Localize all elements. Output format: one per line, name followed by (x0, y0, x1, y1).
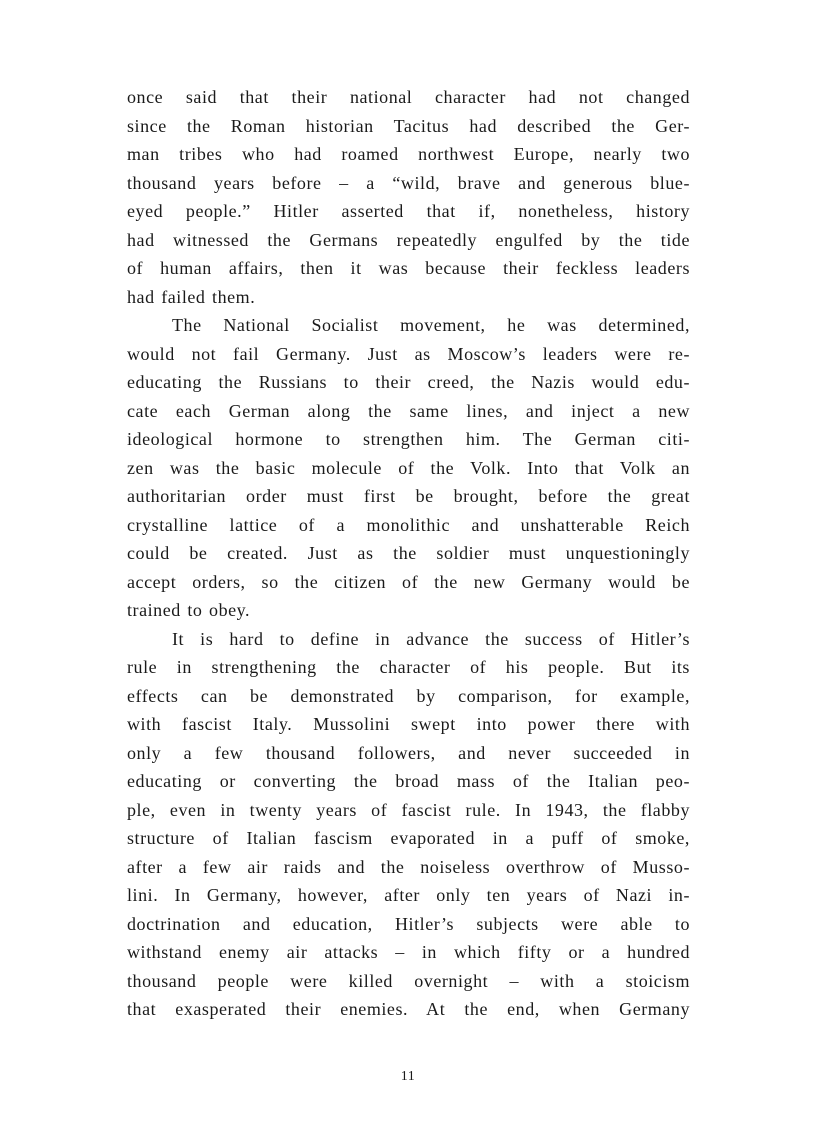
text-line: thousand years before – a “wild, brave and generous blue- (127, 172, 690, 193)
page-body (127, 83, 690, 1024)
text-line: effects can be demonstrated by comparison, for example, (127, 685, 690, 706)
paragraph-3 (127, 625, 690, 1024)
text-line: after a few air raids and the noiseless overthrow of Musso- (127, 856, 690, 877)
text-line: It is hard to define in advance the success of Hitler’s (172, 628, 690, 649)
text-line: authoritarian order must first be brought, before the great (127, 486, 690, 506)
text-line: trained to obey. (127, 600, 251, 620)
text-line: crystalline lattice of a monolithic and unshatterable Reich (127, 514, 690, 535)
text-line: structure of Italian fascism evaporated in a puff of smoke, (127, 828, 690, 848)
text-line: once said that their national character had not changed (127, 87, 690, 107)
text-line: educating or converting the broad mass of the Italian peo- (127, 771, 690, 791)
text-line: could be created. Just as the soldier must unquestioningly (127, 543, 690, 563)
text-line: cate each German along the same lines, and inject a new (127, 400, 690, 421)
text-line: that exasperated their enemies. At the end, when Germany (127, 999, 690, 1019)
text-line: accept orders, so the citizen of the new Germany would be (127, 571, 690, 592)
text-line: doctrination and education, Hitler’s subjects were able to (127, 913, 690, 934)
text-line: withstand enemy air attacks – in which fifty or a hundred (127, 942, 690, 962)
page-number: 11 (400, 1069, 416, 1084)
text-line: ideological hormone to strengthen him. The German citi- (127, 429, 690, 449)
paragraph-1 (127, 83, 690, 311)
text-line: educating the Russians to their creed, the Nazis would edu- (127, 372, 690, 392)
text-line: ple, even in twenty years of fascist rule. In 1943, the flabby (127, 799, 690, 820)
text-line: rule in strengthening the character of his people. But its (127, 657, 690, 677)
text-line: with fascist Italy. Mussolini swept into power there with (127, 714, 690, 734)
text-line: would not fail Germany. Just as Moscow’s leaders were re- (127, 343, 690, 364)
text-line: zen was the basic molecule of the Volk. Into that Volk an (127, 457, 690, 478)
text-line: lini. In Germany, however, after only ten years of Nazi in- (127, 885, 690, 905)
text-line: had witnessed the Germans repeatedly engulfed by the tide (127, 229, 690, 250)
text-line: of human affairs, then it was because their feckless leaders (127, 258, 690, 278)
paragraph-2 (127, 311, 690, 625)
text-line: since the Roman historian Tacitus had described the Ger- (127, 115, 690, 136)
text-line: only a few thousand followers, and never succeeded in (127, 742, 690, 763)
text-line: eyed people.” Hitler asserted that if, nonetheless, history (127, 201, 690, 221)
text-line: had failed them. (127, 286, 256, 307)
text-line: man tribes who had roamed northwest Europe, nearly two (127, 144, 690, 164)
text-line: thousand people were killed overnight – with a stoicism (127, 970, 690, 991)
text-line: The National Socialist movement, he was determined, (172, 315, 690, 335)
